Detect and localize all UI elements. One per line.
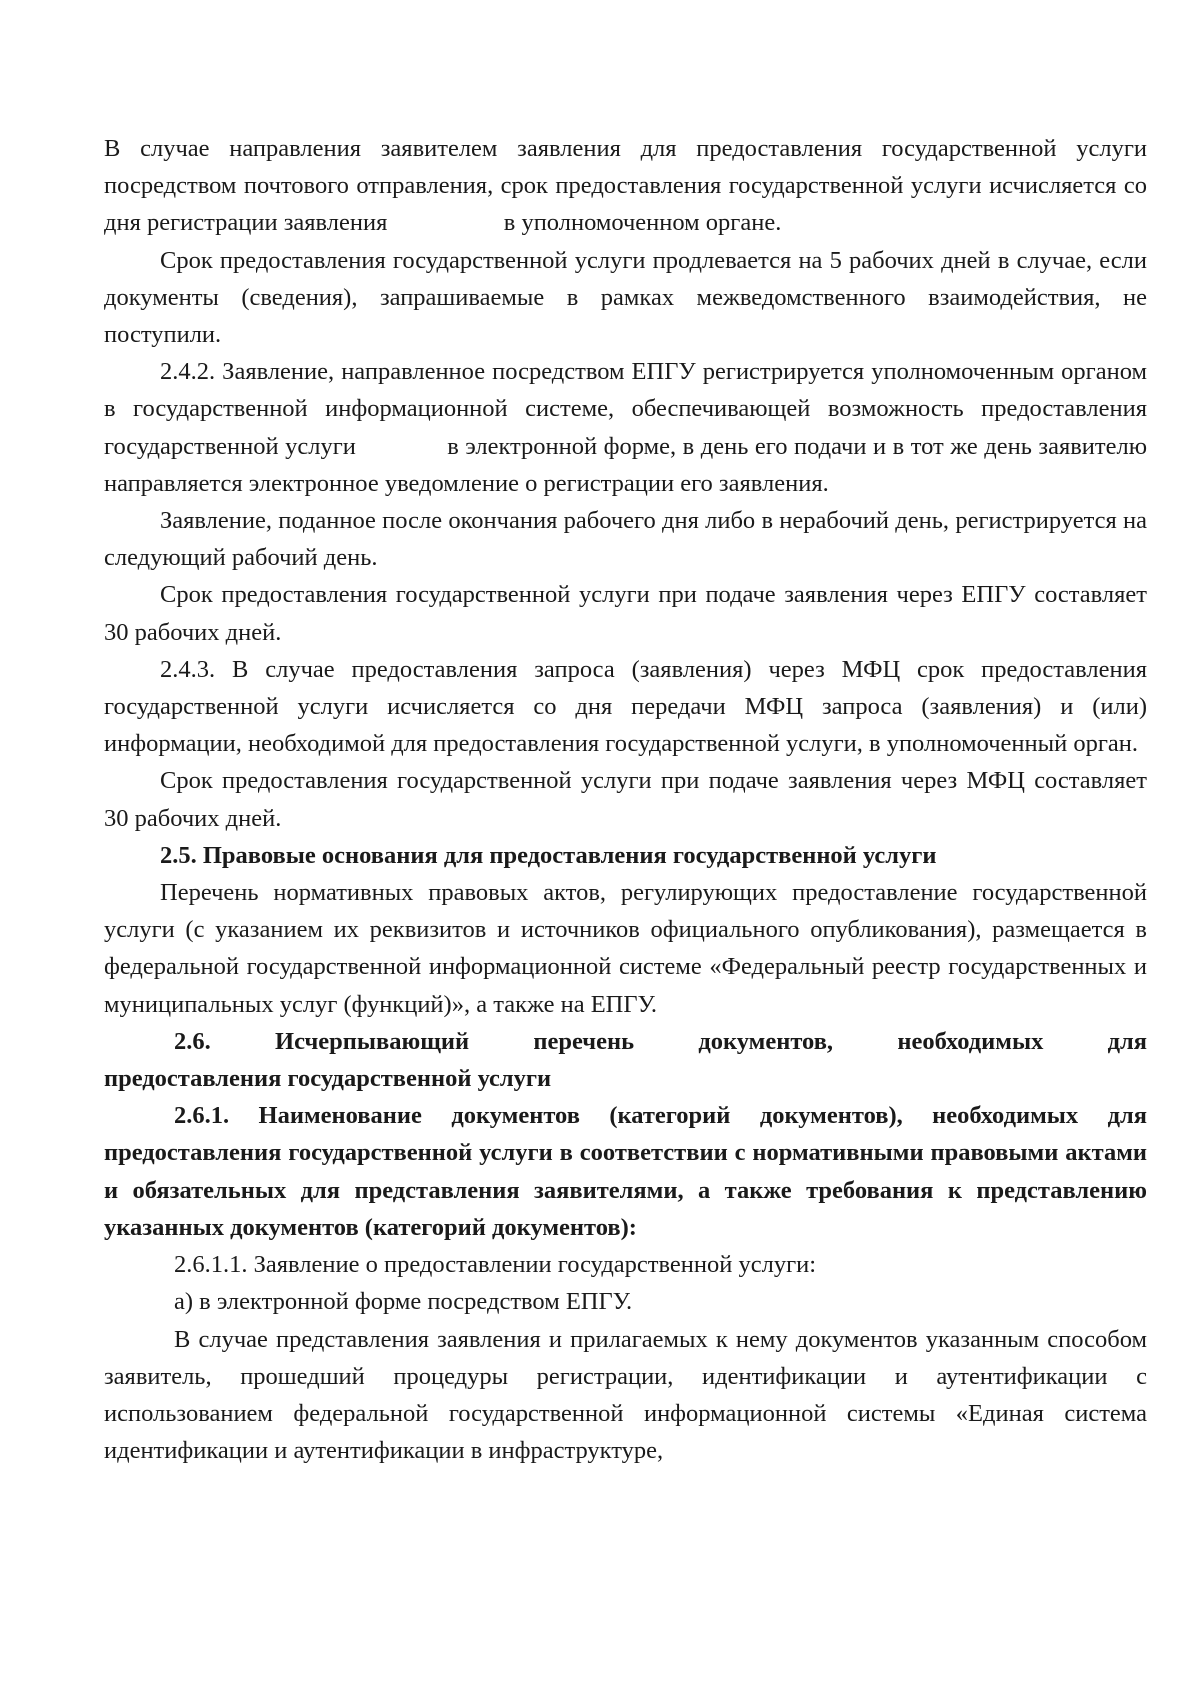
paragraph-2-4-2: 2.4.2. Заявление, направленное посредством ЕПГУ регистрируется уполномоченным органом в государственной информационной системе, обеспечивающей возможность предоставления государственной услуги в электронной форме, в день его подачи и в тот же день заявителю направляется электронное уведомление о регистрации его заявления. bbox=[104, 358, 1154, 497]
paragraph-postal-submission: В случае направления заявителем заявления для предоставления государственной услуги посредством почтового отправления, срок предоставления государственной услуги исчисляется со дня регистрации заявления в уполномоченном органе. bbox=[104, 135, 1154, 237]
paragraph-esia: В случае представления заявления и прилагаемых к нему документов указанным способом заявитель, прошедший процедуры регистрации, идентификации и аутентификации с использованием федеральной государственной информационной системы «Единая система идентификации и аутентификации в инфраструктуре, bbox=[104, 1325, 1147, 1465]
paragraph-after-hours: Заявление, поданное после окончания рабочего дня либо в нерабочий день, регистрируется на следующий рабочий день. bbox=[104, 507, 1147, 572]
document-page bbox=[104, 130, 1154, 1469]
paragraph-electronic-form: а) в электронной форме посредством ЕПГУ. bbox=[174, 1288, 633, 1316]
heading-2-6-line2: предоставления государственной услуги bbox=[104, 1065, 552, 1093]
heading-2-5: 2.5. Правовые основания для предоставления государственной услуги bbox=[160, 841, 937, 869]
paragraph-legal-acts: Перечень нормативных правовых актов, регулирующих предоставление государственной услуги (с указанием их реквизитов и источников официального опубликования), размещается в федеральной государственной информационной системе «Федеральный реестр государственных и муниципальных услуг (функций)», а также на ЕПГУ. bbox=[104, 879, 1147, 1018]
paragraph-epgu-term: Срок предоставления государственной услуги при подаче заявления через ЕПГУ составляет 30 рабочих дней. bbox=[104, 581, 1147, 646]
paragraph-mfc-term: Срок предоставления государственной услуги при подаче заявления через МФЦ составляет 30 рабочих дней. bbox=[104, 767, 1147, 832]
heading-2-6-1: 2.6.1. Наименование документов (категорий документов), необходимых для предоставления государственной услуги в соответствии с нормативными правовыми актами и обязательных для представления заявителями, а также требования к представлению указанных документов (категорий документов): bbox=[104, 1102, 1147, 1241]
paragraph-2-4-3: 2.4.3. В случае предоставления запроса (заявления) через МФЦ срок предоставления государственной услуги исчисляется со дня передачи МФЦ запроса (заявления) и (или) информации, необходимой для предоставления государственной услуги, в уполномоченный орган. bbox=[104, 655, 1147, 758]
heading-2-6-line1: 2.6. Исчерпывающий перечень документов, необходимых для bbox=[174, 1027, 1147, 1055]
paragraph-2-6-1-1: 2.6.1.1. Заявление о предоставлении государственной услуги: bbox=[174, 1251, 817, 1279]
paragraph-extension: Срок предоставления государственной услуги продлевается на 5 рабочих дней в случае, если документы (сведения), запрашиваемые в рамках межведомственного взаимодействия, не поступили. bbox=[104, 246, 1147, 349]
